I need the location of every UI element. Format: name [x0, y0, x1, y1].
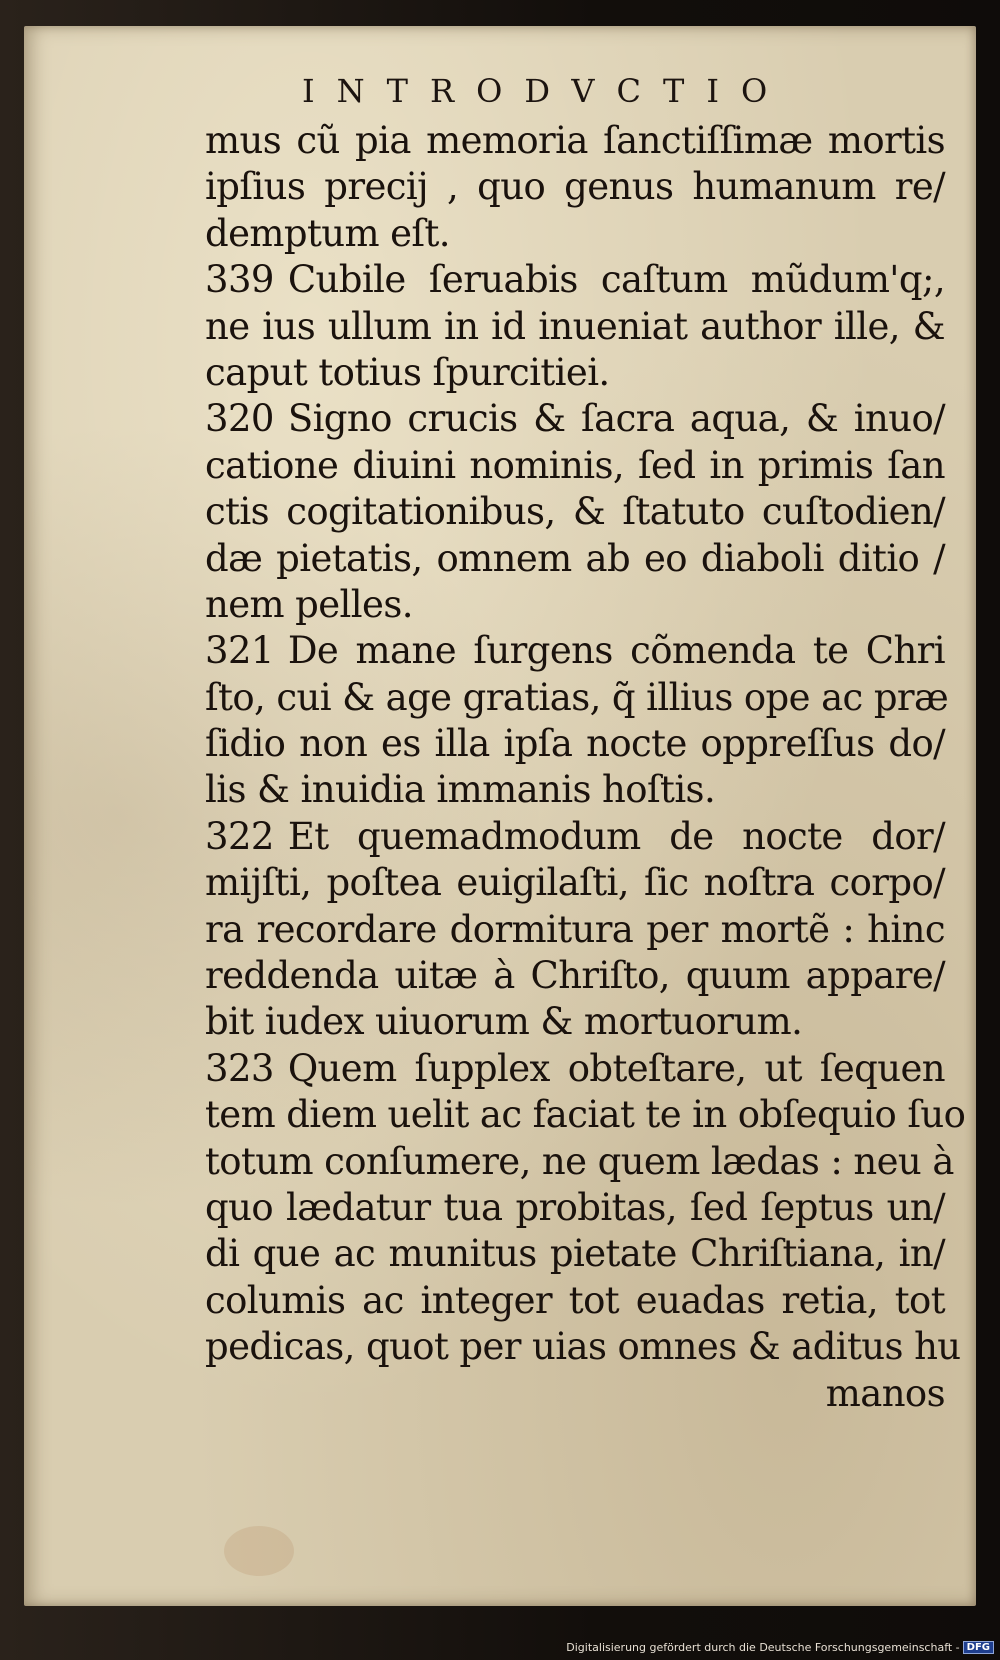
line-text: tem diem uelit ac faciat te in obſequio ſuo	[205, 1093, 966, 1137]
paragraph-number: 321	[205, 629, 274, 673]
line-text: quo lædatur tua probitas, ſed ſeptus un/	[205, 1185, 945, 1229]
text-line	[205, 304, 945, 350]
line-text: caput totius ſpurcitiei.	[205, 350, 610, 394]
line-text: bit iudex uiuorum & mortuorum.	[205, 1000, 803, 1044]
paragraph-number: 320	[205, 397, 274, 441]
text-line	[205, 582, 945, 628]
credit-text: Digitalisierung gefördert durch die Deutsche Forschungsgemeinschaft -	[566, 1640, 960, 1654]
line-text: ipſius precij , quo genus humanum re/	[205, 165, 945, 209]
line-text: catione diuini nominis, ſed in primis ſan	[205, 443, 945, 487]
line-text: ne ius ullum in id inueniat author ille, &	[205, 304, 945, 348]
text-line	[205, 443, 945, 489]
digitization-credit	[566, 1641, 994, 1655]
line-text: Cubile ſeruabis caſtum mũdum'q;,	[287, 258, 945, 302]
line-text: De mane ſurgens cõmenda te Chri	[287, 629, 945, 673]
paper-stain	[224, 1526, 294, 1576]
line-text: Quem ſupplex obteſtare, ut ſequen	[287, 1046, 945, 1090]
line-text: nem pelles.	[205, 582, 413, 626]
line-text: ſidio non es illa ipſa nocte oppreſſus do/	[205, 722, 945, 766]
text-line	[205, 767, 945, 813]
text-line	[205, 1278, 945, 1324]
text-line	[205, 396, 945, 442]
paragraph-number: 339	[205, 258, 274, 302]
line-text: dæ pietatis, omnem ab eo diaboli ditio /	[205, 536, 945, 580]
line-text: reddenda uitæ à Chriſto, quum appare/	[205, 954, 945, 998]
text-line	[205, 721, 945, 767]
paragraph-number: 322	[205, 814, 274, 858]
line-text: di que ac munitus pietate Chriſtiana, in/	[205, 1232, 945, 1276]
text-line	[205, 257, 945, 303]
text-line	[205, 907, 945, 953]
dfg-logo: DFG	[963, 1641, 994, 1654]
line-text: pedicas, quot per uias omnes & aditus hu	[205, 1325, 961, 1369]
text-line	[205, 1185, 945, 1231]
text-block	[205, 118, 966, 1417]
text-line	[205, 211, 945, 257]
paragraph-number: 323	[205, 1046, 274, 1090]
line-text: ſto, cui & age gratias, q̃ illius ope ac præ	[205, 675, 949, 719]
text-line	[205, 1046, 945, 1092]
running-head: INTRODVCTIO	[302, 72, 790, 110]
text-line	[205, 1324, 961, 1370]
text-line	[205, 1092, 966, 1138]
text-line	[205, 860, 945, 906]
line-text: lis & inuidia immanis hoſtis.	[205, 768, 716, 812]
text-line	[205, 118, 945, 164]
line-text: mijſti, poſtea euigilaſti, ſic noſtra corpo/	[205, 861, 945, 905]
catchword: manos	[825, 1371, 945, 1415]
line-text: columis ac integer tot euadas retia, tot	[205, 1278, 945, 1322]
line-text: ra recordare dormitura per mortẽ : hinc	[205, 907, 945, 951]
text-line	[205, 164, 945, 210]
text-line	[205, 999, 945, 1045]
text-line	[205, 1231, 945, 1277]
line-text: totum conſumere, ne quem lædas : neu à	[205, 1139, 954, 1183]
text-line	[205, 953, 945, 999]
text-line	[205, 489, 945, 535]
text-line	[205, 350, 945, 396]
text-line	[205, 675, 949, 721]
text-line	[205, 536, 945, 582]
line-text: demptum eſt.	[205, 211, 450, 255]
text-line	[205, 1139, 954, 1185]
line-text: ctis cogitationibus, & ſtatuto cuſtodien/	[205, 490, 945, 534]
line-text: Signo crucis & ſacra aqua, & inuo/	[287, 397, 945, 441]
text-line	[205, 628, 945, 674]
line-text: mus cũ pia memoria ſanctiſſimæ mortis	[205, 119, 945, 162]
line-text: Et quemadmodum de nocte dor/	[287, 814, 945, 858]
text-line	[205, 814, 945, 860]
